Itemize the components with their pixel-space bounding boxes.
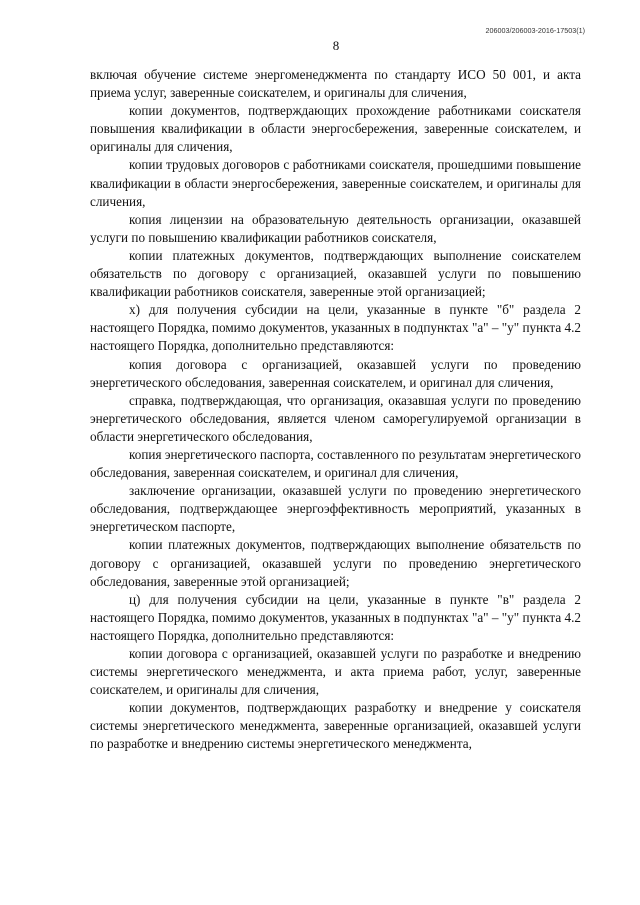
document-id: 206003/206003-2016-17503(1): [485, 26, 585, 35]
paragraph: копии платежных документов, подтверждающих выполнение обязательств по договору с организацией, оказавшей услуги по проведению энергетического обследования, заверенные этой организацией;: [90, 537, 581, 589]
paragraph: заключение организации, оказавшей услуги по проведению энергетического обследования, подтверждающее энергоэффективность мероприятий, указанных в энергетическом паспорте,: [90, 483, 581, 535]
paragraph: копия договора с организацией, оказавшей услуги по проведению энергетического обследования, заверенная соискателем, и оригинал для сличения,: [90, 356, 581, 390]
paragraph: копия энергетического паспорта, составленного по результатам энергетического обследования, заверенная соискателем, и оригинал для сличения,: [90, 446, 581, 481]
paragraph: включая обучение системе энергоменеджмента по стандарту ИСО 50 001, и акта приема услуг, заверенные соискателем, и оригиналы для сличения,: [90, 67, 581, 101]
paragraph: копии документов, подтверждающих прохождение работниками соискателя повышения квалификации в области энергосбережения, заверенные соискателем, и оригиналы для сличения,: [90, 103, 581, 155]
paragraph: ц) для получения субсидии на цели, указанные в пункте "в" раздела 2 настоящего Порядка, помимо документов, указанных в подпунктах "а" – "у" пункта 4.2 настоящего Порядка, дополнительно представляются:: [90, 591, 581, 643]
paragraph: х) для получения субсидии на цели, указанные в пункте "б" раздела 2 настоящего Порядка, помимо документов, указанных в подпунктах "а" – "у" пункта 4.2 настоящего Порядка, дополнительно представляются:: [90, 302, 581, 354]
paragraph: копии платежных документов, подтверждающих выполнение соискателем обязательств по договору с организацией, оказавшей услуги по повышению квалификации работников соискателя, заверенные этой организацией;: [90, 247, 581, 300]
paragraph: копии договора с организацией, оказавшей услуги по разработке и внедрению системы энергетического менеджмента, и акта приема работ, услуг, заверенные соискателем, и оригиналы для сличения,: [90, 646, 581, 698]
paragraph: копии документов, подтверждающих разработку и внедрение у соискателя системы энергетического менеджмента, заверенные организацией, оказавшей услуги по разработке и внедрению системы энергетического менеджмента,: [90, 700, 581, 752]
page-number: 8: [332, 38, 340, 53]
paragraph: копия лицензии на образовательную деятельность организации, оказавшей услуги по повышению квалификации работников соискателя,: [90, 211, 581, 245]
paragraph: копии трудовых договоров с работниками соискателя, прошедшими повышение квалификации в области энергосбережения, заверенные соискателем, и оригиналы для сличения,: [90, 157, 581, 209]
paragraph: справка, подтверждающая, что организация, оказавшая услуги по проведению энергетического обследования, является членом саморегулируемой организации в области энергетического обследования,: [90, 392, 581, 444]
document-body: [90, 66, 581, 754]
